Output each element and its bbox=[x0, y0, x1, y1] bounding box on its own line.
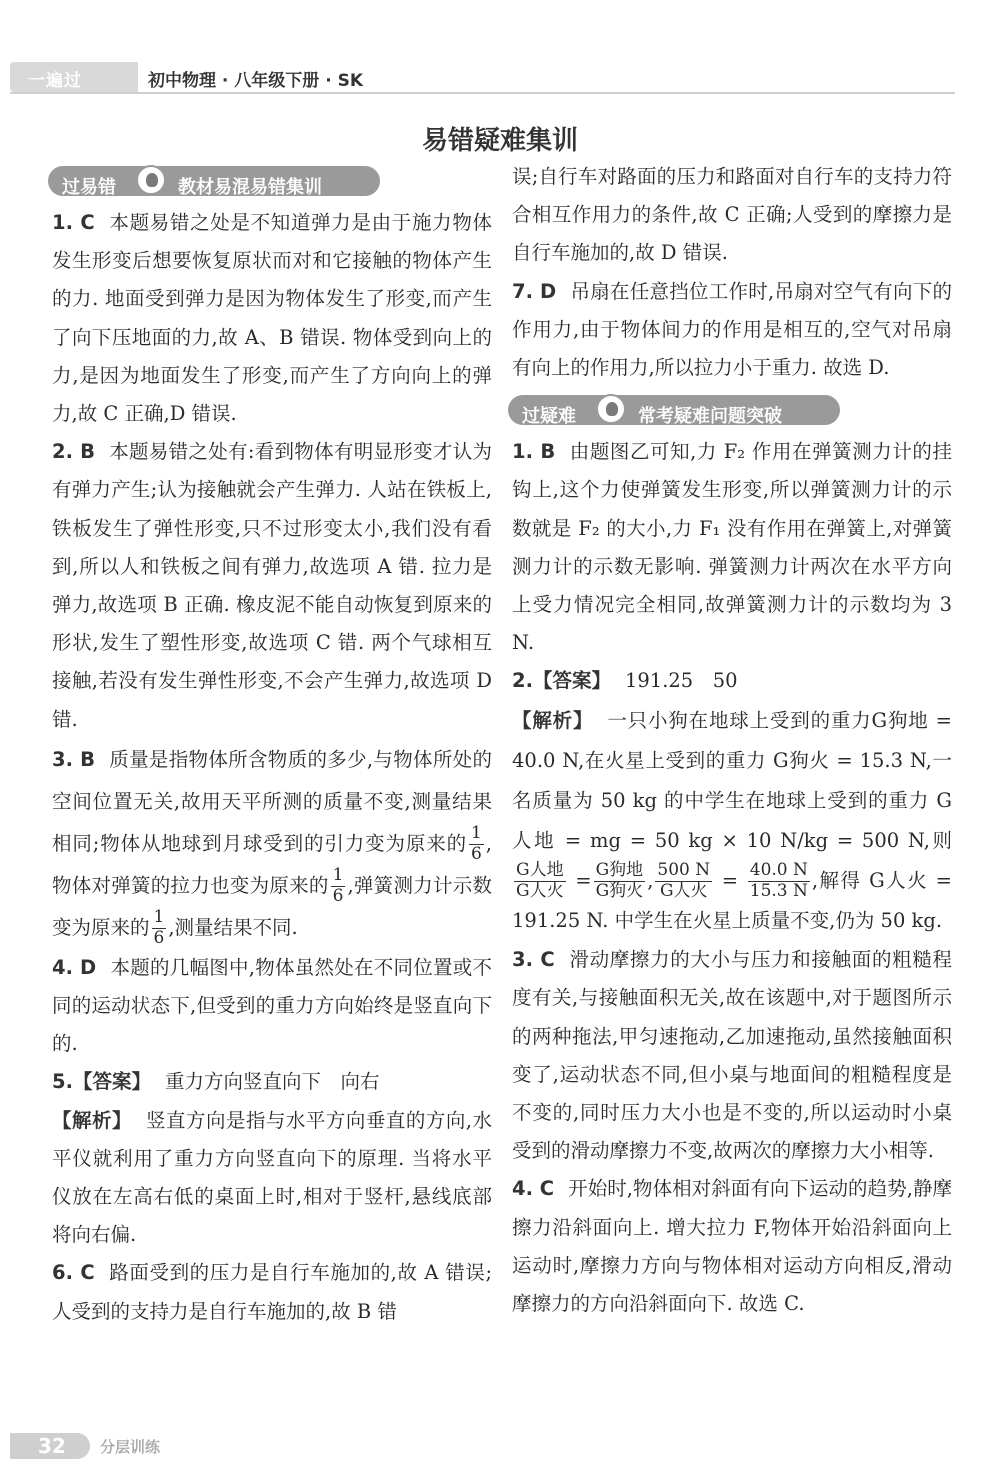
section-subtitle: 教材易混易错集训 bbox=[178, 177, 322, 198]
answer-item-5: 5.【答案】 重力方向竖直向下 向右 bbox=[52, 1070, 380, 1094]
answer-item-4: 4. D 本题的几幅图中,物体虽然处在不同位置或不同的运动状态下,但受到的重力方向始终是竖直向下的. bbox=[52, 955, 493, 1056]
page-number-tab bbox=[10, 1433, 90, 1459]
fraction: $\frac{1}{6}$ bbox=[332, 865, 344, 906]
book-title: 初中物理 · 八年级下册 · SK bbox=[148, 71, 364, 91]
analysis-2: 【解析】 一只小狗在地球上受到的重力G狗地 = 40.0 N,在火星上受到的重力 G狗火 = 15.3 N,一名质量为 50 kg 的中学生在地球上受到的重力 G人地 = mg = 50 kg × 10 N/kg = 500 N,则 $\frac{\text{G人地}}{\text{G人火}}$ = $\frac{\text{G狗地}}{\text{G狗火}}$ , $\frac{500 N}{\text{G人火}}$ = $\frac{40.0 N}{15.3 N}$ ,解得 G人火 = 191.25 N. 中学生在火星上质量不变,仍为 50 kg. bbox=[512, 708, 952, 933]
difficult-item-3: 3. C 滑动摩擦力的大小与压力和接触面的粗糙程度有关,与接触面积无关,故在该题中,对于题图所示的两种拖法,甲匀速拖动,乙加速拖动,虽然接触面积变了,运动状态不同,但小桌与地面间的粗糙程度是不变的,同时压力大小也是不变的,所以运动时小桌受到的滑动摩擦力不变,故两次的摩擦力大小相等. bbox=[512, 948, 952, 1163]
left-column bbox=[52, 158, 492, 1331]
fraction: $\frac{40.0 N}{15.3 N}$ bbox=[749, 860, 808, 901]
section-banner-easy-mistakes bbox=[48, 162, 492, 198]
mascot-icon bbox=[136, 165, 166, 195]
footer-label: 分层训练 bbox=[100, 1438, 161, 1456]
section-label: 过疑难 bbox=[522, 406, 576, 428]
difficult-item-4: 4. C 开始时,物体相对斜面有向下运动的趋势,静摩擦力沿斜面向上. 增大拉力 F,物体开始沿斜面向上运动时,摩擦力方向与物体相对运动方向相反,滑动摩擦力的方向沿斜面向下. 故选 C. bbox=[512, 1177, 952, 1316]
answer-item-7: 7. D 吊扇在任意挡位工作时,吊扇对空气有向下的作用力,由于物体间力的作用是相互的,空气对吊扇有向上的作用力,所以拉力小于重力. 故选 D. bbox=[512, 279, 953, 380]
brand-logo-text: 一遍过 bbox=[28, 71, 82, 91]
fraction: $\frac{\text{G人地}}{\text{G人火}}$ bbox=[516, 860, 564, 901]
difficult-item-2: 2.【答案】 191.25 50 bbox=[512, 669, 738, 693]
page-number: 32 bbox=[38, 1434, 66, 1458]
page-footer bbox=[10, 1433, 270, 1459]
brand-logo bbox=[10, 62, 138, 92]
page-header bbox=[10, 62, 955, 92]
page-title: 易错疑难集训 bbox=[421, 126, 578, 156]
section-subtitle: 常考疑难问题突破 bbox=[638, 406, 782, 428]
answer-item-2: 2. B 本题易错之处有:看到物体有明显形变才认为有弹力产生;认为接触就会产生弹力. 人站在铁板上,铁板发生了弹性形变,只不过形变太小,我们没有看到,所以人和铁板之间有弹力,故选项 A 错. 拉力是弹力,故选项 B 正确. 橡皮泥不能自动恢复到原来的形状,发生了塑性形变,故选项 C 错. 两个气球相互接触,若没有发生弹性形变,不会产生弹力,故选项 D 错. bbox=[52, 440, 492, 731]
fraction: $\frac{1}{6}$ bbox=[153, 907, 165, 948]
answer-item-1: 1. C 本题易错之处是不知道弹力是由于施力物体发生形变后想要恢复原状而对和它接触的物体产生的力. 地面受到弹力是因为物体发生了形变,而产生了向下压地面的力,故 A、B 错误. 物体受到向上的力,是因为地面发生了形变,而产生了方向向上的弹力,故 C 正确,D 错误. bbox=[52, 211, 492, 426]
answer-item-3: 3. B 质量是指物体所含物质的多少,与物体所处的空间位置无关,故用天平所测的质量不变,测量结果相同;物体从地球到月球受到的引力变为原来的 $\frac{1}{6}$ ,物体对弹簧的拉力也变为原来的 $\frac{1}{6}$ ,弹簧测力计示数变为原来的 $\frac{1}{6}$ ,测量结果不同. bbox=[52, 747, 492, 948]
analysis-5: 【解析】 竖直方向是指与水平方向垂直的方向,水平仪就利用了重力方向竖直向下的原理. 当将水平仪放在左高右低的桌面上时,相对于竖杆,悬线底部将向右偏. bbox=[52, 1108, 492, 1247]
fraction: $\frac{1}{6}$ bbox=[470, 823, 482, 864]
section-label: 过易错 bbox=[62, 177, 116, 198]
answer-item-6-continued: 误;自行车对路面的压力和路面对自行车的支持力符合相互作用力的条件,故 C 正确;人受到的摩擦力是自行车施加的,故 D 错误. bbox=[512, 165, 952, 265]
header-rule bbox=[10, 92, 955, 94]
section-banner-difficult bbox=[508, 391, 952, 427]
fraction: $\frac{500 N}{\text{G人火}}$ bbox=[657, 860, 711, 901]
right-column bbox=[512, 158, 952, 1323]
difficult-item-1: 1. B 由题图乙可知,力 F₂ 作用在弹簧测力计的挂钩上,这个力使弹簧发生形变,所以弹簧测力计的示数就是 F₂ 的大小,力 F₁ 没有作用在弹簧上,对弹簧测力计的示数无影响. 弹簧测力计两次在水平方向上受力情况完全相同,故弹簧测力计的示数均为 3 N. bbox=[512, 440, 952, 655]
fraction: $\frac{\text{G狗地}}{\text{G狗火}}$ bbox=[595, 860, 644, 901]
answer-item-6: 6. C 路面受到的压力是自行车施加的,故 A 错误;人受到的支持力是自行车施加的,故 B 错 bbox=[52, 1261, 493, 1323]
